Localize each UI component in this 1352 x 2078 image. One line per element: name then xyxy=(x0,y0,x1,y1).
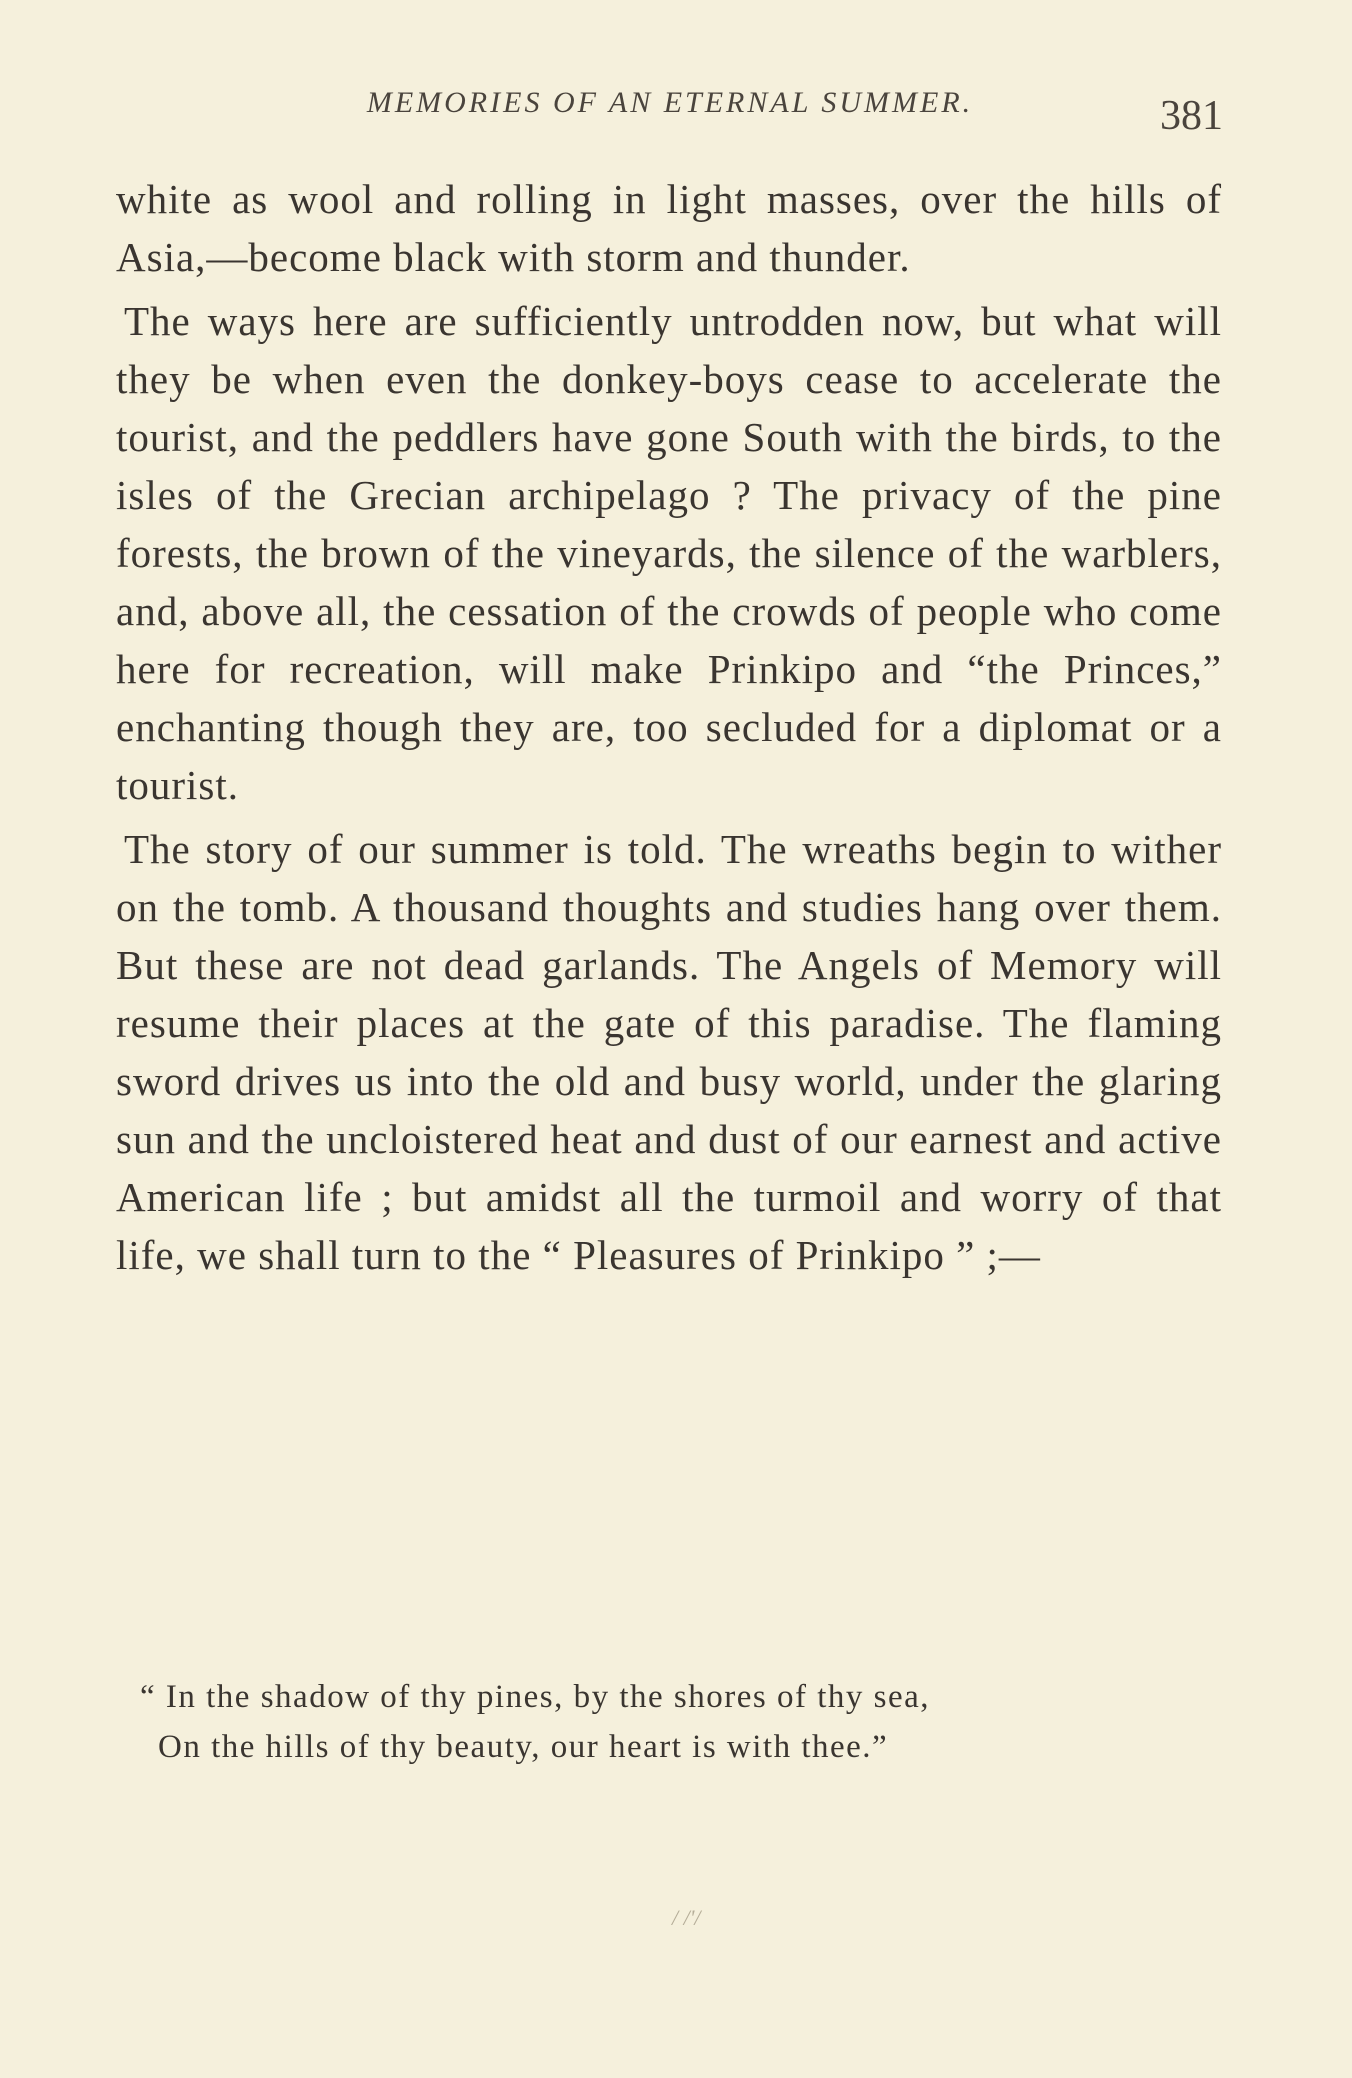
verse-line-1: “ In the shadow of thy pines, by the shores of thy sea, xyxy=(140,1679,931,1715)
paragraph-2: The ways here are sufficiently untrodden now, but what will they be when even the donkey-boys cease to accelerate the tourist, and the peddlers have gone South with the birds, to the isles of the Grecian archipelago ? The privacy of the pine forests, the brown of the vineyards, the silence of the warblers, and, above all, the cessation of the crowds of people who come here for recreation, will make Prinkipo and “the Princes,” enchanting though they are, too secluded for a diplomat or a tourist. xyxy=(116,298,1222,808)
verse-quotation xyxy=(140,1672,1240,1772)
verse-line-2: On the hills of thy beauty, our heart is with thee.” xyxy=(158,1729,889,1765)
body-text xyxy=(116,170,1222,1284)
paragraph-1: white as wool and rolling in light masses, over the hills of Asia,—become black with storm and thunder. xyxy=(116,176,1222,280)
running-head: MEMORIES OF AN ETERNAL SUMMER. xyxy=(366,86,974,119)
page-number: 381 xyxy=(1160,93,1223,139)
pencil-mark: / /'/ xyxy=(672,1905,701,1930)
paragraph-3: The story of our summer is told. The wreaths begin to wither on the tomb. A thousand thoughts and studies hang over them. But these are not dead garlands. The Angels of Memory will resume their places at the gate of this paradise. The flaming sword drives us into the old and busy world, under the glaring sun and the uncloistered heat and dust of our earnest and active American life ; but amidst all the turmoil and worry of that life, we shall turn to the “ Pleasures of Prinkipo ” ;— xyxy=(116,826,1222,1278)
